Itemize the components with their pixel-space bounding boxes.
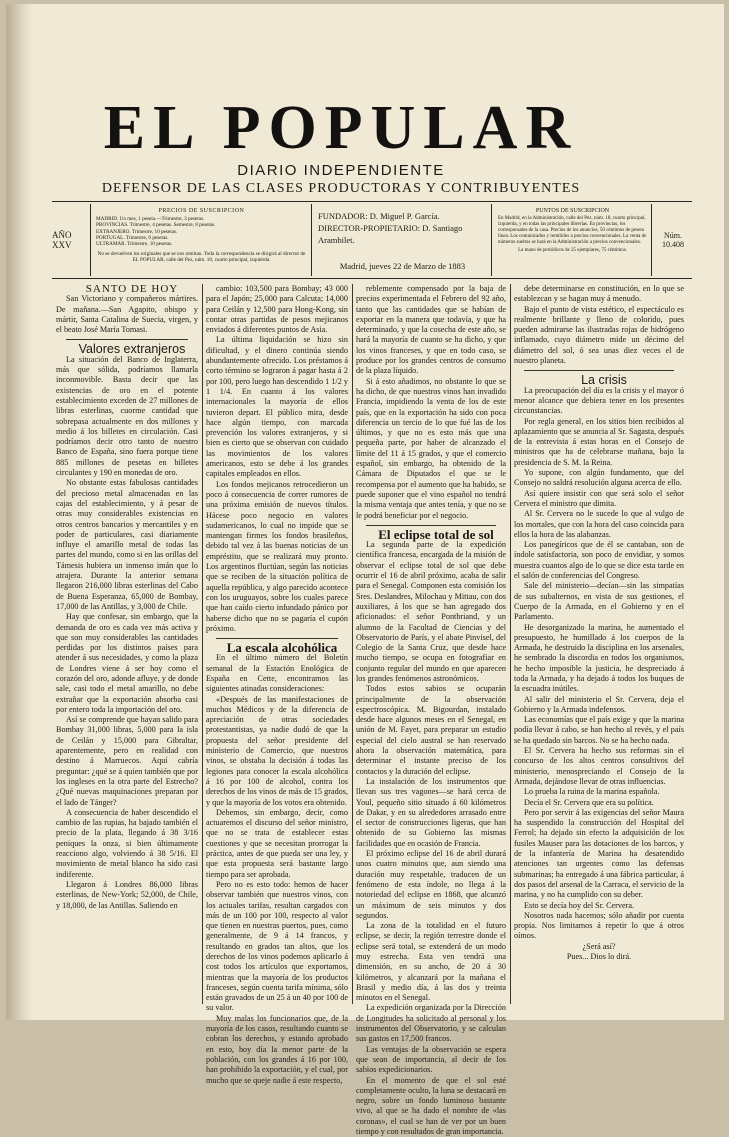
paragraph: Esto se decía hoy del Sr. Cervera.	[524, 900, 635, 910]
paragraph: Por regla general, en los sitios bien recibidos al aplazamiento que se anuncia al Sr. Sagasta, después de la entrevista á estas horas en el Consejo de ministros que ha de celebrarse mañana, bajo la presidencia de S. M. la Reina.	[514, 416, 684, 467]
paragraph: Debemos, sin embargo, decir, como actuaremos el discurso del señor ministro, que no se trata de establecer estas cuestiones y que se necesitan prorrogar la práctica, antes de que pueda ser una ley, y que esta propuesta será bastante largo tiempo para ser aprobada.	[206, 807, 348, 879]
paragraph: reblemente compensado por la baja de precios experimentada el Febrero del 92 año, tanto que las cantidades que se habían de exportar en la manera que todavía, y que ha determinado, y que la cosecha de este año, se hará la mayoría de cuanto se ha dicho, y que los vinos franceses, y que en todo caso, se produce por los grandes centros de consumo de la plaza líquido.	[356, 284, 506, 376]
paragraph: Los panegíricos que de él se cantaban, son de índole satisfactoria, son poco de envidiar, y somos muestra cuantos algo de lo que se dice esta tarde en el salón de conferencias del Congreso.	[514, 540, 684, 581]
section-rule	[524, 370, 674, 371]
paragraph: Los fondos mejicanos retrocedieron un poco á consecuencia de correr rumores de una próxima emisión de nuevos títulos. Hácese poco negocio en valores sudamericanos, lo cual no impide que se mantengan firmes los fondos brasileños, debido tal vez á las buenas noticias de un empréstito, que se realizará muy pronto. Los argentinos fluctúan, según las noticias que se reciben de la situación política de aquella república, y algo parecido acontece con los uruguayos, sobre los cuales parece que han caído cierto infundado pánico por haberse dicho que no se pagaría el cupón próximo.	[206, 479, 348, 633]
subscription-heading: PRECIOS DE SUSCRIPCION	[158, 208, 245, 214]
paragraph: El Sr. Cervera ha hecho sus reformas sin el concurso de los altos centros consultivos del ministerio, menospreciando el Consejo de la Armada, dejándose llevar de otras influencias.	[514, 746, 684, 786]
paragraph: Las ventajas de la observación se espera que sean de importancia, al decir de los sabios expedicionarios.	[356, 1044, 506, 1075]
points-text: En Madrid, en la Administración, calle del Pez, núm. 18, cuarto principal, izquierda, y en todas las principales librerías. En provincias, los corresponsales de la casa. Precios de los anuncios, 50 céntimos de peseta línea. Los comunicados y remitidos a precios convencionales. La venta de números sueltos se hará en la Administración a precios convencionales.	[498, 216, 647, 245]
director-line: DIRECTOR-PROPIETARIO: D. Santiago Arambilet.	[318, 223, 463, 245]
paragraph: Decía el Sr. Cervera que era su política.	[524, 797, 654, 807]
paragraph: Pues... Dios lo dirá.	[566, 952, 632, 961]
paragraph: Muy malas los funcionarios que, de la mayoría de los casos, resultando cuanto se cobran los derechos, y estando aprobado en esto, hoy día la menor parte de la población, con los grandes á 16 por 100, han prohibido la exportación, y el cual, por mucho que se queje nadie á este respecto,	[206, 1013, 348, 1085]
paragraph: La situación del Banco de Inglaterra, más que sólida, podríamos llamarla inconmovible. Basta decir que las existencias de oro en el potente establecimiento exceden de 27 millones de libras esterlinas, cuorme cantidad que sobrepasa actualmente en dos millones y medio á los billetes en circulación. Casi podríamos decir otro tanto de nuestro Banco de España, sino fuera porque tiene 885 millones de pesetas en billetes circulantes y 190 en monedas de oro.	[56, 354, 198, 478]
header-rule-top	[52, 201, 692, 202]
paragraph: Pero por servir á las exigencias del señor Maura ha suspendido la construcción del Hospital del Ferrol; ha dejado sin efecto la adquisición de los fusiles Mauser para las dotaciones de los barcos, y de la infantería de Marina ha desatendido atenciones tan urgentes como las defensas submarinas; ha entregado á una fábrica particular, á dos pasos del arsenal de la Carraca, el servicio de la marina, y no ha cumplido con su deber.	[514, 807, 684, 900]
points-note: La mano de periódicos de 25 ejemplares, 75 céntimos.	[518, 248, 627, 253]
founder-line: FUNDADOR: D. Miguel P. García.	[318, 211, 440, 221]
year-label: AÑO XXV	[52, 204, 91, 276]
newspaper-subtitle: DIARIO INDEPENDIENTE	[237, 162, 445, 179]
paragraph: Si á esto añadimos, no obstante lo que se ha dicho, de que nuestros vinos han invadido Francia, impidiendo la venta de los de este país, que en la exportación ha sido con poca diferencia un tercio de lo que fué las de los últimos, y que no es esto más que una pequeña parte, por haber de alcanzado el límite del 11 á 15 grados, y que el comercio español, sin embargo, ha obtenido de la Cámara de Diputados el que se le recompensa por el aumento que ha habido, se puede suponer que el vino español no tendrá la misma ventaja que antes tenía, y que no se le podrá beneficiar por el negocio.	[356, 376, 506, 520]
paragraph: Sale del ministerio—decían—sin las simpatías de sus subalternos, en vista de sus gestiones, el Cuerpo de la Armada, en el Gobierno y en el Parlamento.	[514, 581, 684, 622]
section-rule	[216, 638, 338, 639]
issue-date: Madrid, jueves 22 de Marzo de 1883	[339, 261, 466, 271]
subscription-line: MADRID. Un mes, 1 peseta.—Trimestre, 3 pesetas.	[96, 216, 205, 223]
column-2	[206, 284, 348, 1086]
paragraph: Todos estos sabios se ocuparán principalmente de la observación espectroscópica. M. Bigourdan, instalado desde hace algunos meses en el Senegal, en unión de M. Fayet, para preparar un estudio especial del cielo austral se han reservado ahora la observación matemática, para determinar el instante preciso de los contactos y la duración del eclipse.	[356, 684, 506, 776]
column-4	[514, 284, 684, 962]
newspaper-title: EL POPULAR	[103, 94, 579, 162]
column-3	[356, 284, 506, 1137]
subscription-line: EXTRANJERO. Trimestre, 10 pesetas.	[96, 228, 178, 235]
subscription-line: ULTRAMAR. Trimestre, 10 pesetas.	[96, 241, 173, 248]
paragraph: «Después de las manifestaciones de muchos Médicos y de la diferencia de apreciación de otras sociedades protestantistas, ya nadie dudó de que la propuesta del señor presidente del ministerio de Comercio, que nuestros vinos, se obstaba la decisión á todas las legiones para conocer la escala alcohólica á 16 por 100 de alcohol, contra los derechos de los vinos de más de 15 grados, y que la mayoría de los votos era obtenido.	[206, 694, 348, 807]
paragraph: Lo prueba la ruina de la marina española.	[524, 787, 660, 797]
issue-number: Núm. 10.408	[662, 231, 684, 249]
santo-heading: SANTO DE HOY	[85, 283, 179, 295]
paragraph: En el último número del Boletín semanal de la Estación Enológica de España en Cette, encontramos las siguientes atinadas consideraciones:	[206, 653, 348, 694]
subscription-box	[92, 204, 312, 276]
paragraph: cambio: 103,500 para Bombay; 43 000 para el Japón; 25,000 para Calcuta; 14,000 para Ceilán y 12,500 para Hong-Kong, sin contar otras partidas de pesos mejicanos enviados á diferentes puntos de Asia.	[206, 284, 348, 335]
subscription-note: No se devuelven los originales que se nos remitan. Toda la correspondencia se dirigirá al director de EL POPULAR, calle del Pez, núm. 18, cuarto principal, izquierda.	[97, 251, 306, 264]
article-title-valores: Valores extranjeros	[78, 342, 186, 357]
paragraph: Hay que confesar, sin embargo, que la demanda de oro es cada vez más activa y que son muy considerables las cantidades perdidas por los distintos países para atender á sus necesidades, y como la plaza de Londres viene á ser hoy como el corazón del oro, adonde afluye, y de donde sale, casi todo el metal amarillo, no debe extrañar que la exportación absorba casi por entero toda la importación del oro.	[56, 612, 198, 714]
subscription-line: PROVINCIAS. Trimestre, 4 pesetas. Semestre, 8 pesetas.	[96, 222, 216, 229]
paragraph: Llegaron á Londres 86,000 libras esterlinas, de New-York; 52,000, de Chile, y 18,000, de las Antillas. Saliendo en	[56, 879, 198, 910]
column-1	[56, 284, 198, 911]
paragraph: debe determinarse en constitución, en lo que se establezcan y se hagan muy á menudo.	[514, 284, 684, 304]
santo-text: San Victoriano y compañeros mártires. De mañana.—San Agapito, obispo y mártir, Santa Catalina de Suecia, virgen, y el beato José María Tomasi.	[56, 294, 198, 335]
paragraph: La instalación de los instrumentos que llevan sus tres vagones—se hará cerca de Youl, pequeño sitio situado á 60 kilómetros de Dakar, y en su alrededores arrasado entre el sector de construcciones ligeras, que han obtenido de su Gobierno las mismas facilidades que en ocasión de Francia.	[356, 776, 506, 848]
header-rule-bottom	[52, 278, 692, 279]
column-divider	[510, 284, 511, 1004]
paragraph: Así se comprende que hayan salido para Bombay 31,000 libras, 5,000 para la isla de Ceilán y 15,000 para Gibraltar, aparentemente, pero en realidad con destino á Marruecos. Aquí cabría preguntar: ¿qué se á quien también que por los ingleses en la otra parte del Estrecho? ¿Qué nuevas maquinaciones preparan por el lado de Tánger?	[56, 715, 198, 807]
paragraph: La segunda parte de la expedición científica francesa, encargada de la misión de observar el eclipse total de sol que debe ocurrir el 16 de abril próximo, acaba de salir para el Senegal. Componen esta comisión los Sres. Deslandres, Milochau y Mittau, con dos auxiliares, á los que se han agregado dos aficionados: el señor Pontbriand, y un alumno de la Facultad de Ciencias y del Observatorio de París, y el abate Pinvisel, del Colegio de la Santa Cruz, que desde hace mucho tiempo, se ocupa en fotografiar en conjunto regular del mundo en que aparecen los grandes fenómenos astronómicos.	[356, 540, 506, 683]
paragraph: He desorganizado la marina, he aumentado el presupuesto, he humillado á los cuerpos de la Armada, he destruido la disciplina en los arsenales, he sembrado la discordia en todos los organismos, he hecho imposible la justicia, he despreciado á toda la Armada, y ha dejado á todos los buques de la escuadra inútiles.	[514, 622, 684, 694]
newspaper-motto: DEFENSOR DE LAS CLASES PRODUCTORAS Y CONTRIBUYENTES	[101, 181, 581, 196]
paragraph: La expedición organizada por la Dirección de Longitudes ha solicitado al personal y los instrumentos del Observatorio, y se calculan sus gastos en 17,500 francos.	[356, 1003, 506, 1044]
masthead	[46, 96, 636, 197]
paragraph: La preocupación del día es la crisis y el mayor ó menor alcance que debiera tener en los presentes circunstancias.	[514, 385, 684, 416]
paragraph: Yo supone, con algún fundamento, que del Consejo no saldrá resolución alguna acerca de ello.	[514, 468, 684, 488]
section-rule	[366, 525, 496, 526]
column-divider	[202, 284, 203, 1004]
column-divider	[352, 284, 353, 1004]
header-info-row	[52, 204, 692, 276]
section-rule	[66, 339, 188, 340]
article-title-crisis: La crisis	[581, 373, 627, 388]
newspaper-page	[6, 4, 724, 1137]
paragraph: Nosotros nada hacemos; sólo añadir por cuenta propia. Nos limitamos á repetir lo que á otros oímos.	[514, 910, 684, 941]
article-title-eclipse: El eclipse total de sol	[378, 526, 494, 542]
paragraph: A consecuencia de haber descendido el cambio de las rupias, ha bajado también el precio de la plata, llegando á 38 3/16 peniques la onza, si bien últimamente reacciono algo, volviendo á 38 5/16. El movimiento de metal blanco ha sido casi indiferente.	[56, 807, 198, 879]
paragraph: En el momento de que el sol esté completamente oculto, la luna se destacará en negro, sobre un fondo luminoso bastante vivo, al que se ha dado el nombre de «las coronas», el cual se han de ver por un buen tiempo y con resultados de gran importancia.	[356, 1075, 506, 1137]
paragraph: La última liquidación se hizo sin dificultad, y el dinero continúa siendo abundantemente ofrecido. Los préstamos á corto término se lograron á pagar hasta á 2 por 100, pero luego han descendido 1 1/2 y 1 1/4. En cuanto á los valores internacionales la mayoría de ellos tuvieron depart. El público mira, desde hace algún tiempo, con marcada prevención los valores extranjeros, y si bien es cierto que se observan con cuidado las movimientos de los valores americanos, esto se debe á los grandes capitales empleados en ellos.	[206, 335, 348, 479]
paragraph: Al Sr. Cervera no le sucede lo que al vulgo de los mortales, que con la hora del caso coincida para ellos la hora de las alabanzas.	[514, 509, 684, 539]
paragraph: Bajo el punto de vista estético, el espectáculo es realmente brillante y lleno de colorido, pues pueden admirarse las ilustradas rojas de hidrógeno inflamado, cuyo diámetro mide un décimo del diámetro del sol, ó sea unas diez veces el de nuestro planeta.	[514, 304, 684, 366]
article-title-escala: La escala alcohólica	[226, 640, 338, 656]
points-heading: PUNTOS DE SUSCRIPCION	[535, 208, 610, 214]
page-spine	[6, 4, 32, 1020]
paragraph: Las economías que el país exige y que la marina podía llevar á cabo, se han hecho al revés, y el país se ha quedado sin barcos. No se ha hecho nada.	[514, 715, 684, 745]
paragraph: No obstante estas fabulosas cantidades del precioso metal almacenadas en las cajas del establecimiento, y á pesar de otras muy considerables existencias en otros centros bancarios y mercantiles y en poder de particulares, casi diariamente influye el amarillo metal de todas las partes del mundo, como si en las orillas del Támesis hubiera un inmenso imán que lo atrajera. Durante la anterior semana llegaron 216,000 libras esterlinas del Cabo de Buena Esperanza, 65,000 de Bombay, 17,000 de las Antillas, y 3,000 de Chile.	[56, 478, 198, 611]
paragraph: Al salir del ministerio el Sr. Cervera, deja el Gobierno y la Armada indefensos.	[514, 694, 684, 714]
paragraph: El próximo eclipse del 16 de abril durará unos cuatro minutos que, aun siendo una duración muy respetable, traducen de un fenómeno de esta índole, no llega á la notoriedad del eclipse en 1868, que alcanzó un máximum de seis minutos y dos segundos.	[356, 849, 506, 920]
paragraph: ¿Será así?	[582, 941, 616, 951]
points-of-sale-box	[494, 204, 652, 276]
founder-box	[314, 204, 492, 276]
paragraph: La zona de la totalidad en el futuro eclipse, se decir, la región terrestre donde el eclipse será total, se extenderá de un modo muy estrecha. Esta ven tendrá una dimensión, en su ancho, de 20 á 30 kilómetros, y alcanzará por la mañana el Brasil y medio día, á las dos y treinta minutos en el Senegal.	[356, 921, 506, 1003]
subscription-line: PORTUGAL. Trimestre, 6 pesetas.	[96, 234, 169, 241]
paragraph: Pero no es esto todo: hemos de hacer observar también que nuestros vinos, con los actuales tarifas, resultan cargados con más de un 100 por 100, respecto al valor que tienen en nuestras puertos, pues, como generalmente, de 9 á 14 francos, y resultando en grados tan altos, que los derechos de los vinos podemos aplicarlo á cost todos los artículos que exportamos, mientras que la mayoría de los productos franceses, según cuenta tarifa mínima, sólo están gravados de un 25 á un 40 por 100 de su valor.	[206, 879, 348, 1013]
paragraph: Así quiere insistir con que será solo el señor Cervera el ministro que dimita.	[514, 488, 684, 508]
